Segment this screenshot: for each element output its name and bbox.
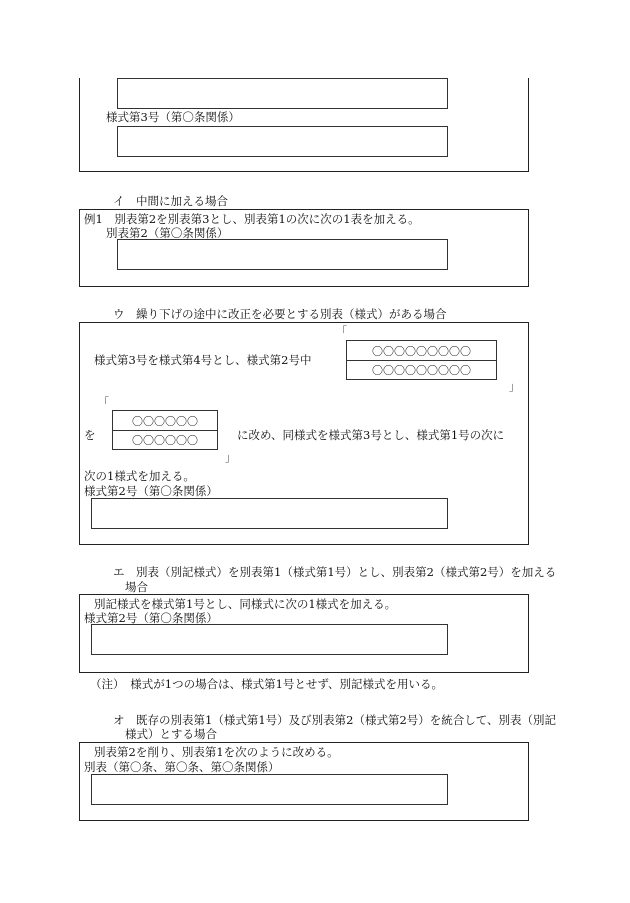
example-text: 例1 別表第2を別表第3とし、別表第1の次に次の1表を加える。 — [84, 212, 420, 226]
amendment-text: を — [84, 428, 96, 442]
form-placeholder-box — [117, 78, 448, 109]
form-caption: 様式第2号（第〇条関係） — [84, 611, 218, 625]
table-row: 〇〇〇〇〇〇 — [132, 414, 198, 428]
form-caption: 様式第2号（第〇条関係） — [84, 484, 218, 498]
section-heading-e: エ 別表（別記様式）を別表第1（様式第1号）とし、別表第2（様式第2号）を加える — [113, 565, 557, 579]
example-text: 別記様式を様式第1号とし、同様式に次の1様式を加える。 — [94, 597, 397, 611]
section-heading-o: オ 既存の別表第1（様式第1号）及び別表第2（様式第2号）を統合して、別表（別記 — [113, 713, 557, 727]
table-row: 〇〇〇〇〇〇 — [113, 430, 217, 449]
quote-open-bracket: 「 — [98, 396, 109, 409]
amendment-text: に改め、同様式を様式第3号とし、様式第1号の次に — [237, 428, 505, 442]
new-form-table — [112, 410, 218, 450]
form-placeholder-box — [117, 126, 448, 157]
table-caption: 別表（第〇条、第〇条、第〇条関係） — [84, 760, 280, 774]
table-row: 〇〇〇〇〇〇〇〇〇 — [347, 360, 496, 379]
form-placeholder-box — [91, 624, 448, 655]
form-caption: 様式第3号（第〇条関係） — [106, 110, 240, 124]
table-placeholder-box — [91, 774, 448, 805]
section-heading-u: ウ 繰り下げの途中に改正を必要とする別表（様式）がある場合 — [113, 307, 447, 321]
amendment-text: 様式第3号を様式第4号とし、様式第2号中 — [94, 353, 312, 367]
amendment-text: 次の1様式を加える。 — [84, 469, 195, 483]
example-text: 別表第2を削り、別表第1を次のように改める。 — [94, 745, 339, 759]
section-heading-e-cont: 場合 — [125, 580, 148, 594]
table-placeholder-box — [117, 239, 448, 270]
section-heading-o-cont: 様式）とする場合 — [125, 727, 217, 741]
table-row: 〇〇〇〇〇〇〇〇〇 — [372, 344, 471, 358]
table-caption: 別表第2（第〇条関係） — [106, 226, 229, 240]
old-form-table — [346, 340, 497, 380]
form-placeholder-box — [91, 498, 448, 529]
quote-close-bracket: 」 — [509, 380, 520, 393]
section-heading-i: イ 中間に加える場合 — [113, 194, 228, 208]
note-text: （注） 様式が1つの場合は、様式第1号とせず、別記様式を用いる。 — [90, 677, 443, 691]
quote-close-bracket: 」 — [225, 451, 236, 464]
quote-open-bracket: 「 — [336, 325, 347, 338]
